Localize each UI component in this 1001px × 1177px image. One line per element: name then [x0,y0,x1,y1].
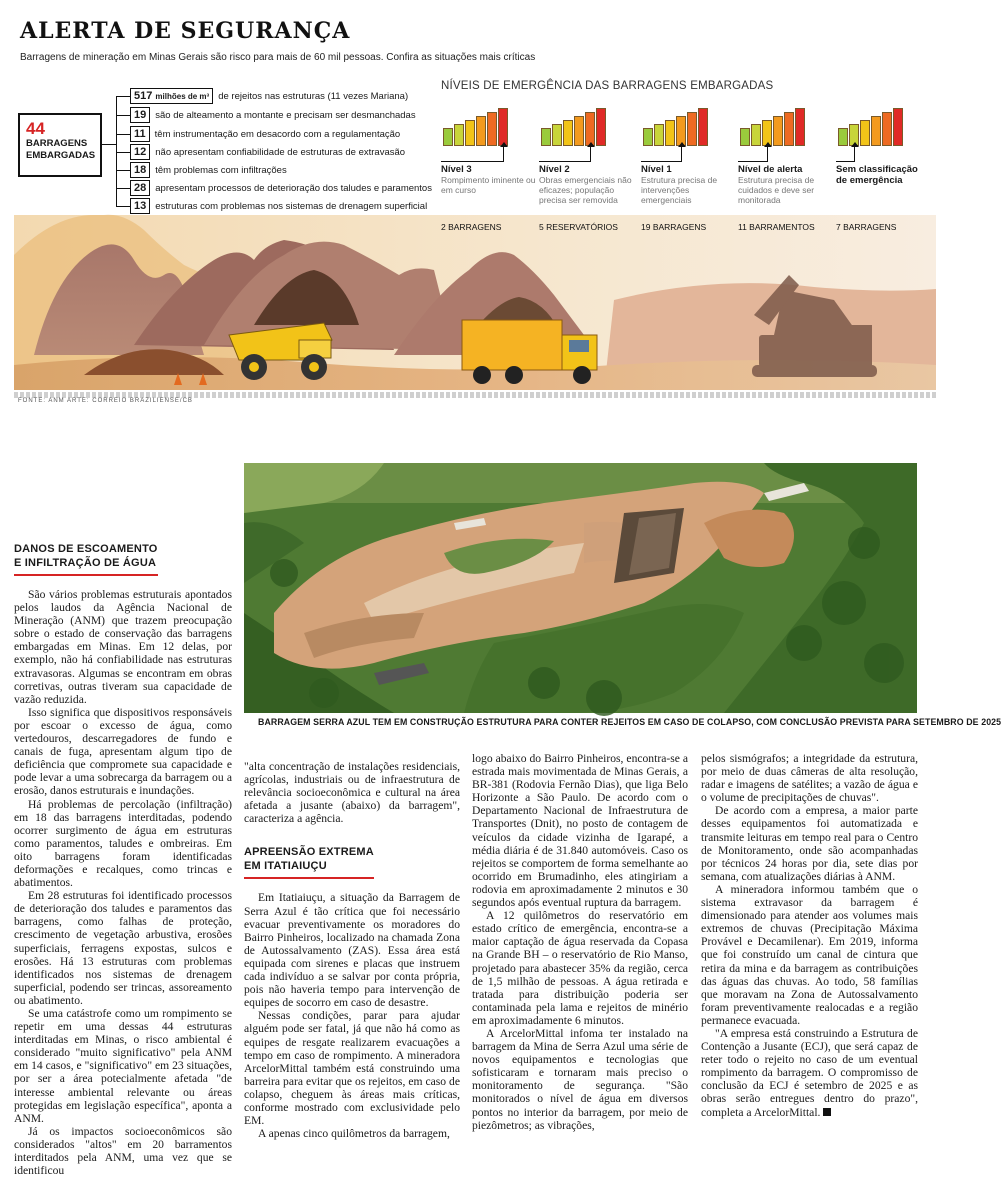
mining-landscape-illustration [14,215,936,390]
level-count: 5 RESERVATÓRIOS [539,222,618,232]
level-bars [641,108,736,146]
level-bar [795,108,805,146]
level-arrow-icon [854,146,855,162]
paragraph: Em Itatiaiuçu, a situação da Barragem de Serra Azul é tão crítica que foi necessário evacuar preventivamente os moradores do Bairro Pinheiros, localizado na chamada Zona de Autossalvamento (ZAS). Essa área está equipada com sirenes e placas que instruem cada indivíduo a se salvar por conta própria, pois não haveria tempo para intervenção de equipes de socorro em caso de desastre. [244,891,460,1010]
stat-number: 13 [130,198,150,214]
level-bars [836,108,931,146]
stat-row [116,179,432,197]
level-bar [574,116,584,146]
stat-row [116,161,287,179]
level-bar [871,116,881,146]
paragraph: Já os impactos socioeconômicos são considerados "altos" em 20 barramentos interditados pela ANM, uma vez que se identificou [14,1124,232,1177]
level-bars [441,108,536,146]
level-bars [539,108,634,146]
level-bar [751,124,761,146]
level-bar [563,120,573,146]
level-count: 19 BARRAGENS [641,222,707,232]
level-bar [585,112,595,146]
embargoed-number: 44 [26,119,45,138]
level-bar [476,116,486,146]
photo-caption: BARRAGEM SERRA AZUL TEM EM CONSTRUÇÃO ESTRUTURA PARA CONTER REJEITOS EM CASO DE COLAPSO, COM CONCLUSÃO PREVISTA PARA SETEMBRO DE 2025 [258,717,1001,727]
stat-row [116,125,400,143]
level-count: 11 BARRAMENTOS [738,222,815,232]
emergency-level [738,108,833,232]
source-credit: FONTE: ANM ARTE: CORREIO BRAZILIENSE/CB [18,398,193,404]
level-bar [643,128,653,146]
level-bar [687,112,697,146]
level-bar [465,120,475,146]
stat-text: não apresentam confiabilidade de estruturas de extravasão [155,146,406,158]
level-arrow-base [441,161,504,162]
embargoed-label: BARRAGENS [26,138,88,149]
stat-number: 11 [130,126,150,142]
article-column-4 [701,752,918,1119]
level-arrow-base [539,161,591,162]
level-bars [738,108,833,146]
level-description: Estrutura precisa de intervenções emergenciais [641,175,718,205]
headline: ALERTA DE SEGURANÇA [20,18,351,44]
paragraph: A 12 quilômetros do reservatório em estado crítico de emergência, encontra-se a maior captação de água reservada da Copasa na Grande BH – o reservatório de Rio Manso, projetado para abastecer 35% da região, cerca de 1,5 milhão de pessoas. A água retirada e tratada para distribuição poderia ser contaminada pela lama e rejeitos de minério em aproximadamente 6 minutos. [472,909,688,1027]
emergency-level [836,108,931,232]
stat-row [116,106,416,124]
level-bar [498,108,508,146]
subheadline: Barragens de mineração em Minas Gerais são risco para mais de 60 mil pessoas. Confira as situações mais críticas [20,52,536,63]
level-arrow-base [836,161,855,162]
level-bar [596,108,606,146]
paragraph: Há problemas de percolação (infiltração) em 18 das barragens interditadas, podendo ocorrer surgimento de água em estruturas como paramentos, taludes e ombreiras. Em oito barragens foram identificadas deformações e recalques, como trincas e abatimentos. [14,797,232,890]
level-arrow-base [738,161,768,162]
paragraph: A mineradora informou também que o sistema extravasor da barragem é dimensionado para atender aos volumes mais extremos de chuvas (Precipitação Máxima Provável e Decamilenar). Em 2019, informa que foi construído um canal de cintura que retira da mina e da barragem as contribuições das águas das chuvas. Ao todo, 58 famílias que moravam na Zona de Autossalvamento foram preventivamente realocadas e a região permanece evacuada. [701,882,918,1027]
end-of-article-mark [823,1108,831,1116]
level-name: Sem classificação de emergência [836,164,918,186]
level-bar [860,120,870,146]
level-bar [784,112,794,146]
stat-number: 28 [130,180,150,196]
infographic [0,0,939,410]
stat-row [116,87,408,105]
paragraph: Em 28 estruturas foi identificado processos de deterioração dos taludes e paramentos das barragens, como falhas de proteção, crescimento de vegetação arbustiva, erosões superficiais, ferragens expostas, sulcos e erosões. Há 13 estruturas com problemas identificados nos sistemas de drenagem superficial, podendo ser trincas, assoreamento ou abatimento. [14,889,232,1007]
stat-row [116,197,427,215]
level-name: Nível 2 [539,164,570,175]
level-bar [893,108,903,146]
paragraph: "alta concentração de instalações residenciais, agrícolas, industriais ou de infraestrutura de relevância socioeconômica e cultural na área afetada a jusante (abaixo) da barragem", caracteriza a agência. [244,760,460,826]
stat-text: são de alteamento a montante e precisam ser desmanchadas [155,109,416,121]
stat-text: de rejeitos nas estruturas (11 vezes Mariana) [218,90,409,102]
section-heading: DANOS DE ESCOAMENTO E INFILTRAÇÃO DE ÁGUA [14,542,158,576]
level-name: Nível 3 [441,164,472,175]
level-bar [665,120,675,146]
paragraph: logo abaixo do Bairro Pinheiros, encontra-se a estrada mais movimentada de Minas Gerais, a BR-381 (Rodovia Fernão Dias), que liga Belo Horizonte a São Paulo. De acordo com o Departamento Nacional de Infraestrutura de Transportes (Dnit), no posto de contagem de veículos da cidade vizinha de Igarapé, a média diária é de 31.840 automóveis. Caso os rejeitos se comportem de forma semelhante ao ocorrido em Brumadinho, eles atingiriam a rodovia em aproximadamente 2 minutos e 30 segundos após eventual ruptura da barragem. [472,752,688,910]
paragraph: Nessas condições, parar para ajudar alguém pode ser fatal, já que não há como as equipes de resgate realizarem evacuações a tempo em caso de rompimento. A mineradora ArcelorMittal também está construindo uma barreira para evitar que os rejeitos, em caso de colapso, cheguem às áreas mais críticas, conforme mostrado com exclusividade pelo EM. [244,1009,460,1128]
levels-title: NÍVEIS DE EMERGÊNCIA DAS BARRAGENS EMBARGADAS [441,80,774,92]
paragraph: A ArcelorMittal infoma ter instalado na barragem da Mina de Serra Azul uma série de novos equipamentos e tecnologias que sofisticaram e tornaram mais preciso o monitoramento de segurança. "São monitorados o nível de água em diversos pontos no interior da barragem, por meio de piezômetros; as vibrações, [472,1026,688,1132]
level-arrow-icon [681,146,682,162]
stat-number: 19 [130,107,150,123]
level-bar [454,124,464,146]
connector-line [102,144,116,145]
stat-text: têm problemas com infiltrações [155,164,287,176]
level-bar [773,116,783,146]
stat-text: apresentam processos de deterioração dos taludes e paramentos [155,182,432,194]
paragraph: pelos sismógrafos; a integridade da estrutura, por meio de duas câmeras de alta resolução, radar e imagens de satélites; a vazão de água e o volume de precipitações de chuvas". [701,752,918,805]
embargoed-count-box [18,113,102,177]
paragraph: De acordo com a empresa, a maior parte desses equipamentos foi automatizada e transmite leituras em tempo real para o Centro de Monitoramento, onde são acompanhadas por técnicos 24 horas por dia, sete dias por semana, com atualizações diárias à ANM. [701,804,918,883]
level-name: Nível de alerta [738,164,803,175]
level-arrow-icon [503,146,504,162]
section-heading: APREENSÃO EXTREMA EM ITATIAIUÇU [244,845,374,879]
level-bar [698,108,708,146]
paragraph: A apenas cinco quilômetros da barragem, [258,1127,450,1141]
dam-aerial-photo [244,463,917,713]
article-column-1 [14,542,232,1177]
stat-row [116,143,405,161]
level-arrow-icon [590,146,591,162]
level-arrow-icon [767,146,768,162]
level-arrow-base [641,161,682,162]
level-bar [552,124,562,146]
paragraph: "A empresa está construindo a Estrutura de Contenção a Jusante (ECJ), que será capaz de reter todo o rejeito no caso de um eventual rompimento da barragem. O compromisso de conclusão da ECJ é setembro de 2025 e as obras serão entregues dentro do prazo", completa a ArcelorMittal. [701,1026,918,1119]
level-bar [541,128,551,146]
emergency-level [641,108,736,232]
level-bar [487,112,497,146]
level-name: Nível 1 [641,164,672,175]
emergency-level [539,108,634,232]
level-count: 2 BARRAGENS [441,222,502,232]
stat-text: estruturas com problemas nos sistemas de drenagem superficial [155,200,428,212]
stat-text: têm instrumentação em desacordo com a regulamentação [154,128,401,140]
article-column-2 [244,760,460,1140]
emergency-level [441,108,536,232]
level-bar [882,112,892,146]
level-description: Obras emergenciais não eficazes; população precisa ser removida [539,175,632,205]
paragraph: Se uma catástrofe como um rompimento se repetir em uma dessas 44 estruturas interditadas em Minas, o risco ambiental é considerado "muito significativo" pela ANM em 14 casos, e "significativo" em 23 situações, por ser a área potecialmente afetada "de interesse ambiental relevante ou áreas protegidas em legislação específica", aponta a ANM. [14,1007,232,1125]
stat-number: 18 [130,162,150,178]
level-bar [740,128,750,146]
level-description: Estrutura precisa de cuidados e deve ser monitorada [738,175,815,205]
stat-number: 517 milhões de m³ [130,88,213,104]
stat-number: 12 [130,144,150,160]
level-bar [443,128,453,146]
paragraph: Isso significa que dispositivos responsáveis por escoar o excesso de água, como vertedouros, descarregadores de fundo e canais de fuga, apresentam algum tipo de deficiência que compromete sua capacidade e pode levar a uma sobrecarga da barragem ou a erosão, danos estruturais e inundações. [14,705,232,798]
paragraph: São vários problemas estruturais apontados pelos laudos da Agência Nacional de Mineração (ANM) que trazem preocupação sobre o estado de conservação das barragens embargadas em Minas. Em 12 delas, por exemplo, não há confiabilidade nas estruturas extravasoras. Algumas se encontram em obras corretivas, outras tiveram sua capacidade de vazão reduzida. [14,588,232,706]
level-bar [838,128,848,146]
level-count: 7 BARRAGENS [836,222,897,232]
level-description: Rompimento iminente ou em curso [441,175,536,195]
article-column-3 [472,752,688,1132]
level-bar [654,124,664,146]
embargoed-label: EMBARGADAS [26,150,96,161]
